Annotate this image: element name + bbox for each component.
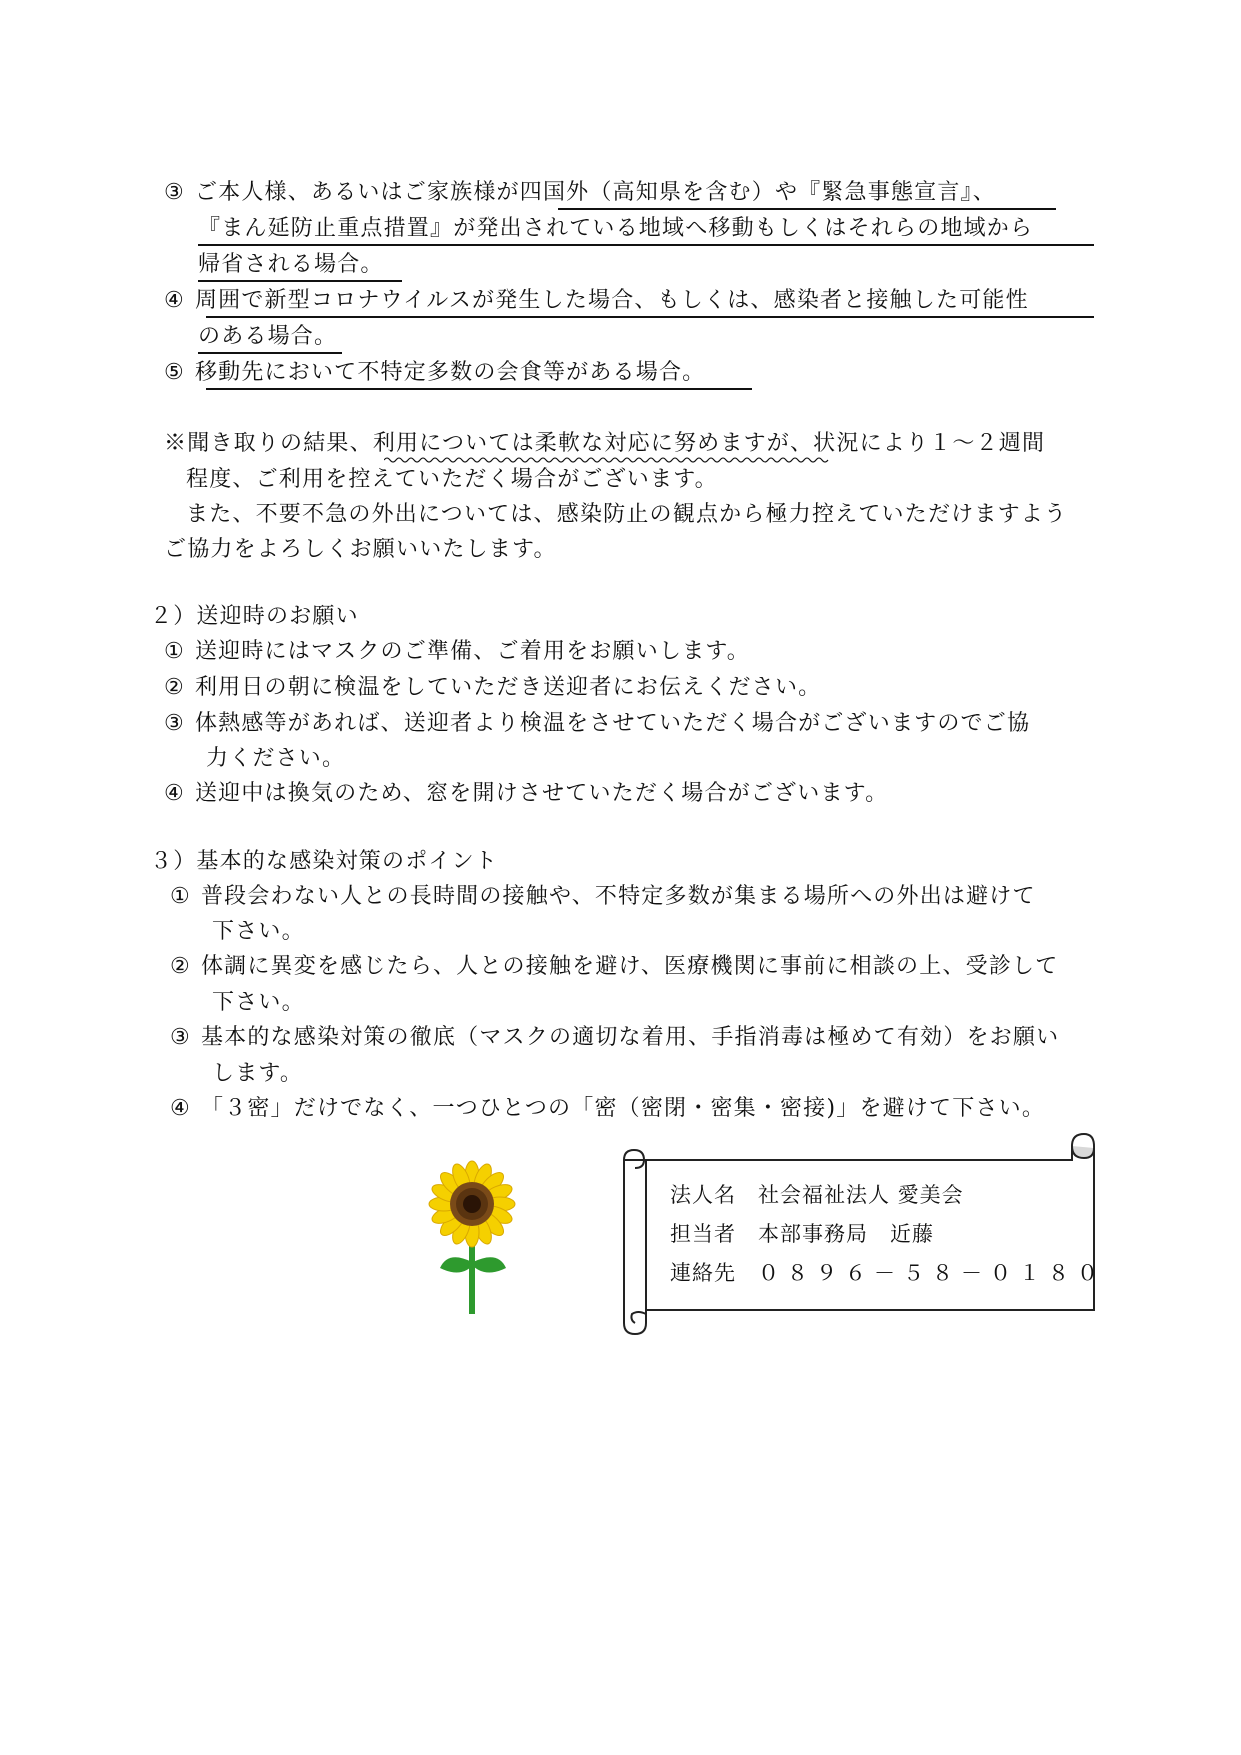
list-item xyxy=(164,709,1030,739)
list-item xyxy=(170,1023,1059,1053)
item-text: 送迎中は換気のため、窓を開けさせていただく場合がございます。 xyxy=(194,781,889,806)
contact-label: 連絡先 xyxy=(670,1261,736,1285)
list-item xyxy=(170,882,1036,912)
contact-label: 法人名 xyxy=(670,1183,736,1207)
item-marker: ④ xyxy=(164,288,185,313)
section-heading: ３）基本的な感染対策のポイント xyxy=(150,849,499,874)
underline xyxy=(206,388,752,390)
contact-corp xyxy=(670,1180,964,1210)
contact-label: 担当者 xyxy=(670,1222,736,1246)
contact-value: 本部事務局 近藤 xyxy=(758,1222,934,1246)
item-text: 基本的な感染対策の徹底（マスクの適切な着用、手指消毒は極めて有効）をお願い xyxy=(200,1025,1060,1050)
contact-person xyxy=(670,1219,934,1249)
item-marker: ① xyxy=(170,884,191,909)
item-text-continued: します。 xyxy=(212,1061,304,1086)
item-text: 送迎時にはマスクのご準備、ご着用をお願いします。 xyxy=(194,639,750,664)
underline xyxy=(198,244,1094,246)
list-item xyxy=(164,673,821,703)
item-marker: ② xyxy=(164,675,185,700)
contact-value: 社会福祉法人 愛美会 xyxy=(758,1183,964,1207)
item-text: 体熱感等があれば、送迎者より検温をさせていただく場合がございますのでご協 xyxy=(194,711,1031,736)
item-marker: ⑤ xyxy=(164,360,185,385)
list-item xyxy=(164,358,705,388)
item-text: ご本人様、あるいはご家族様が四国外（高知県を含む）や『緊急事態宣言』、 xyxy=(194,180,996,205)
list-item xyxy=(170,952,1058,982)
item-marker: ① xyxy=(164,639,185,664)
list-item xyxy=(164,286,1029,316)
item-text: 普段会わない人との長時間の接触や、不特定多数が集まる場所への外出は避けて xyxy=(200,884,1036,909)
note-line: 程度、ご利用を控えていただく場合がございます。 xyxy=(186,467,718,492)
list-item xyxy=(164,779,888,809)
item-text: 周囲で新型コロナウイルスが発生した場合、もしくは、感染者と接触した可能性 xyxy=(194,288,1029,313)
note-line: ※聞き取りの結果、利用については柔軟な対応に努めますが、状況により１～２週間 xyxy=(164,431,1046,456)
note-line: また、不要不急の外出については、感染防止の観点から極力控えていただけますよう xyxy=(186,502,1068,527)
item-text-continued: 帰省される場合。 xyxy=(198,252,384,277)
item-text-continued: 『まん延防止重点措置』が発出されている地域へ移動もしくはそれらの地域から xyxy=(198,216,1034,241)
item-marker: ③ xyxy=(164,711,185,736)
item-marker: ④ xyxy=(170,1096,191,1121)
underline xyxy=(198,280,402,282)
item-marker: ② xyxy=(170,954,191,979)
item-marker: ④ xyxy=(164,781,185,806)
underline xyxy=(206,316,1094,318)
item-text: 移動先において不特定多数の会食等がある場合。 xyxy=(194,360,706,385)
note-line: ご協力をよろしくお願いいたします。 xyxy=(164,537,557,562)
list-item xyxy=(164,178,996,208)
wavy-underlined-text: 利用については柔軟な対応に努めますが xyxy=(372,431,790,456)
item-text: 利用日の朝に検温をしていただき送迎者にお伝えください。 xyxy=(194,675,822,700)
item-text-continued: 下さい。 xyxy=(212,919,305,944)
phone-number: ０８９６－５８－０１８０ xyxy=(758,1261,1106,1285)
item-text: 体調に異変を感じたら、人との接触を避け、医療機関に事前に相談の上、受診して xyxy=(200,954,1059,979)
list-item xyxy=(164,637,750,667)
list-item xyxy=(170,1094,1045,1124)
item-marker: ③ xyxy=(170,1025,191,1050)
underline xyxy=(198,352,342,354)
item-text-continued: 力ください。 xyxy=(206,746,346,771)
item-text-continued: 下さい。 xyxy=(212,990,305,1015)
contact-phone xyxy=(670,1258,1106,1288)
wavy-underline xyxy=(384,456,830,464)
item-text: 「３密」だけでなく、一つひとつの「密（密閉・密集・密接)」を避けて下さい。 xyxy=(200,1096,1046,1121)
item-text-continued: のある場合。 xyxy=(198,324,338,349)
item-marker: ③ xyxy=(164,180,185,205)
section-heading: ２）送迎時のお願い xyxy=(150,604,359,629)
sunflower-icon xyxy=(418,1158,528,1318)
underline xyxy=(558,208,1056,210)
